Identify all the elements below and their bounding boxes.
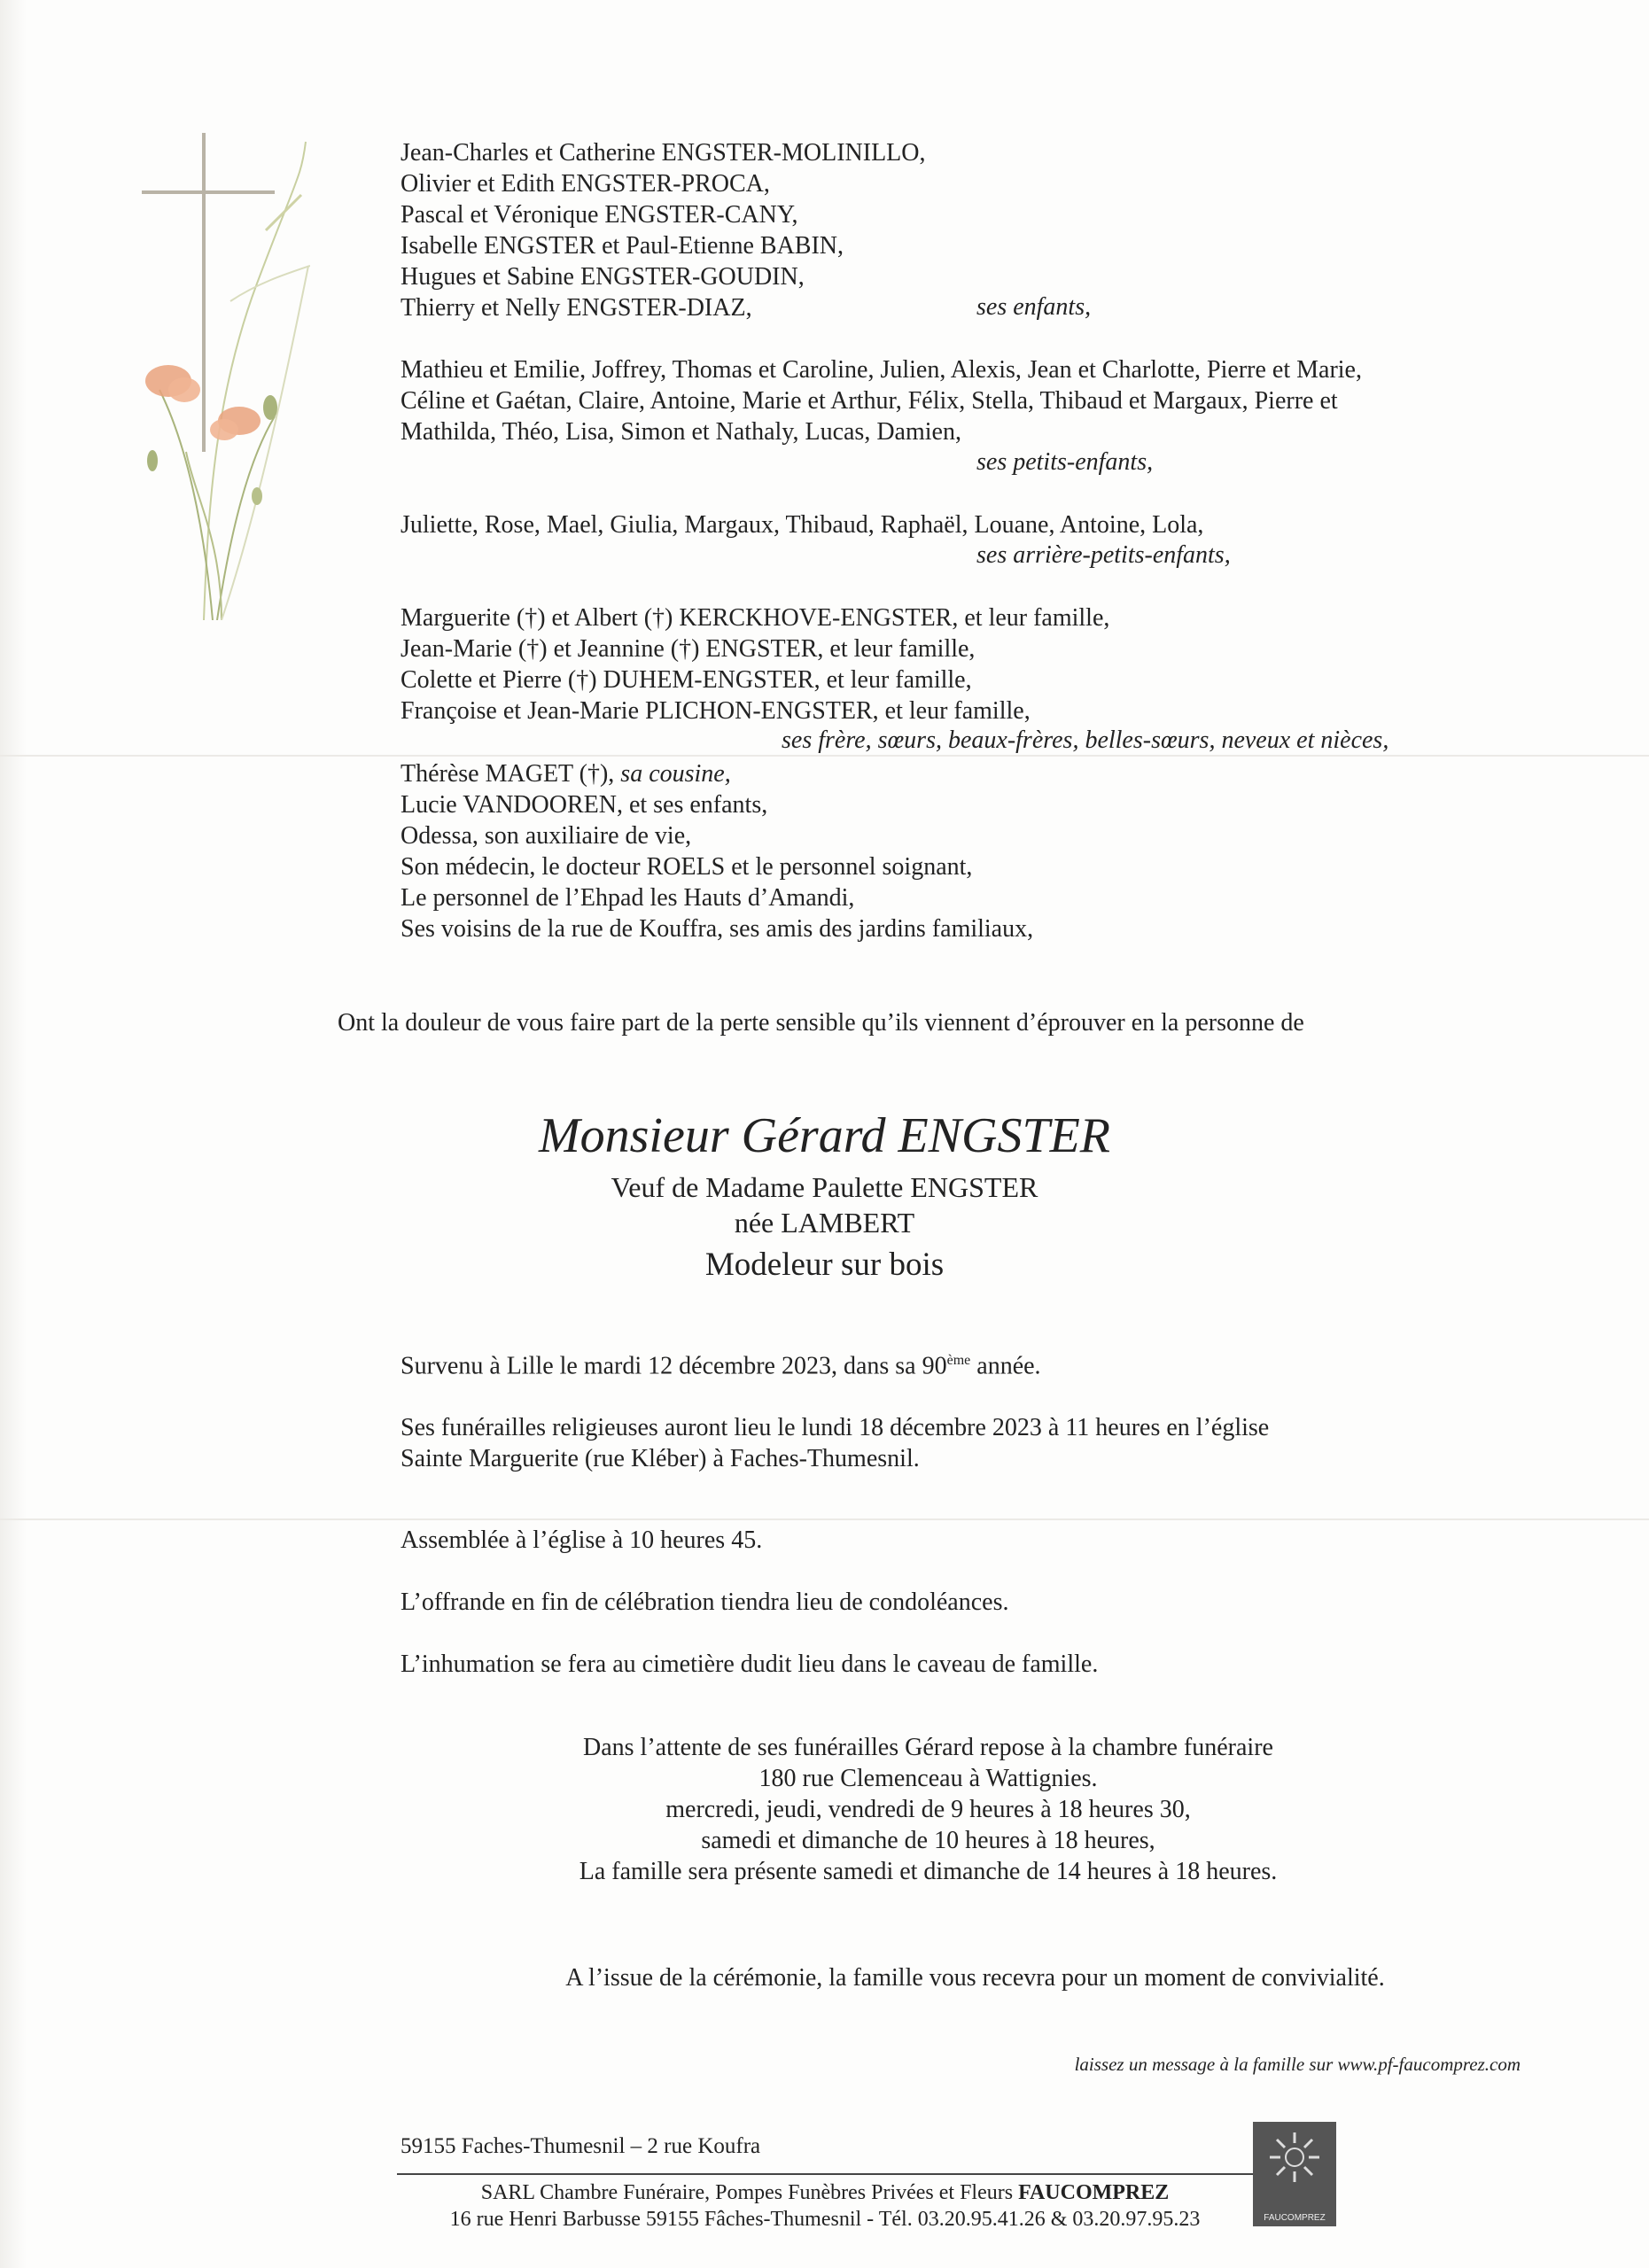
company-brand: FAUCOMPREZ [1018, 2181, 1170, 2204]
website-note: laissez un message à la famille sur www.pf-faucomprez.com [1074, 2054, 1521, 2075]
assembly-note: Assemblée à l’église à 10 heures 45. [401, 1526, 763, 1554]
relation-grandchildren: ses petits-enfants, [976, 448, 1154, 476]
viewing-line: La famille sera présente samedi et dimanche de 14 heures à 18 heures. [579, 1858, 1278, 1885]
burial-note: L’inhumation se fera au cimetière dudit lieu dans le caveau de famille. [401, 1651, 1099, 1678]
funeral-home-logo [1253, 2122, 1336, 2226]
family-line: Marguerite (†) et Albert (†) KERCKHOVE-ENGSTER, et leur famille, [401, 604, 1110, 632]
family-line: Isabelle ENGSTER et Paul-Etienne BABIN, [401, 232, 844, 260]
other-line: Odessa, son auxiliaire de vie, [401, 822, 692, 850]
footer-address: 59155 Faches-Thumesnil – 2 rue Koufra [401, 2134, 761, 2158]
other-line: Son médecin, le docteur ROELS et le personnel soignant, [401, 853, 973, 881]
grandchildren-list [401, 354, 1552, 447]
relation-great-grandchildren: ses arrière-petits-enfants, [976, 541, 1231, 569]
company-contact: 16 rue Henri Barbusse 59155 Fâches-Thumesnil - Tél. 03.20.95.41.26 & 03.20.97.95.23 [449, 2208, 1201, 2231]
family-line: Françoise et Jean-Marie PLICHON-ENGSTER, et leur famille, [401, 697, 1031, 725]
other-line: Le personnel de l’Ehpad les Hauts d’Amandi, [401, 884, 855, 912]
others-list [401, 758, 1552, 944]
family-line: Pascal et Véronique ENGSTER-CANY, [401, 201, 798, 229]
funeral-line: Ses funérailles religieuses auront lieu le lundi 18 décembre 2023 à 11 heures en l’église [401, 1414, 1270, 1441]
offering-note: L’offrande en fin de célébration tiendra lieu de condoléances. [401, 1588, 1009, 1616]
maiden-name-line: née LAMBERT [734, 1207, 915, 1239]
viewing-line: mercredi, jeudi, vendredi de 9 heures à 18 heures 30, [665, 1796, 1191, 1823]
scan-line [0, 1518, 1649, 1520]
company-prefix: SARL Chambre Funéraire, Pompes Funèbres Privées et Fleurs [480, 2181, 1019, 2204]
cousin-relation: sa cousine, [620, 760, 731, 788]
cousin-line [401, 758, 1552, 789]
funeral-details [401, 1412, 1269, 1474]
cross-and-poppies-illustration [133, 124, 310, 620]
reception-note: A l’issue de la cérémonie, la famille vous recevra pour un moment de convivialité. [565, 1964, 1385, 1992]
great-grandchildren-list [401, 509, 1552, 540]
siblings-list [401, 602, 1552, 726]
viewing-line: Dans l’attente de ses funérailles Gérard repose à la chambre funéraire [583, 1734, 1273, 1761]
other-line: Lucie VANDOOREN, et ses enfants, [401, 791, 768, 819]
family-line: Jean-Marie (†) et Jeannine (†) ENGSTER, et leur famille, [401, 635, 976, 663]
other-line: Ses voisins de la rue de Kouffra, ses amis des jardins familiaux, [401, 915, 1034, 943]
announcement: Ont la douleur de vous faire part de la perte sensible qu’ils viennent d’éprouver en la personne de [338, 1009, 1304, 1037]
company-line [397, 2179, 1253, 2206]
scan-line [0, 755, 1649, 757]
relation-siblings: ses frère, sœurs, beaux-frères, belles-sœurs, neveux et nièces, [782, 726, 1389, 754]
viewing-line: samedi et dimanche de 10 heures à 18 heures, [701, 1827, 1155, 1854]
profession: Modeleur sur bois [704, 1247, 945, 1283]
logo-caption: FAUCOMPREZ [1264, 2213, 1326, 2223]
family-line: Thierry et Nelly ENGSTER-DIAZ, [401, 294, 752, 322]
viewing-details [104, 1732, 1649, 1887]
family-line: Céline et Gaétan, Claire, Antoine, Marie et Arthur, Félix, Stella, Thibaud et Margaux, Pierre et [401, 387, 1338, 415]
family-line: Colette et Pierre (†) DUHEM-ENGSTER, et leur famille, [401, 666, 972, 694]
deceased-name: Monsieur Gérard ENGSTER [538, 1108, 1110, 1163]
family-line: Mathieu et Emilie, Joffrey, Thomas et Caroline, Julien, Alexis, Jean et Charlotte, Pierre et Marie, [401, 356, 1362, 384]
family-line: Juliette, Rose, Mael, Giulia, Margaux, Thibaud, Raphaël, Louane, Antoine, Lola, [401, 511, 1204, 539]
relation-children: ses enfants, [976, 293, 1092, 321]
widower-line: Veuf de Madame Paulette ENGSTER [611, 1171, 1038, 1203]
flower-emblem-icon [1253, 2122, 1336, 2202]
footer-divider [397, 2173, 1253, 2175]
death-text-end: année. [970, 1352, 1041, 1380]
family-line: Hugues et Sabine ENGSTER-GOUDIN, [401, 263, 805, 291]
death-superscript: ème [946, 1353, 971, 1368]
family-line: Olivier et Edith ENGSTER-PROCA, [401, 170, 770, 198]
family-line: Jean-Charles et Catherine ENGSTER-MOLINILLO, [401, 139, 926, 167]
viewing-line: 180 rue Clemenceau à Wattignies. [758, 1765, 1098, 1792]
cousin-name: Thérèse MAGET (†), [401, 760, 621, 788]
death-notice [401, 1345, 1041, 1381]
family-line: Mathilda, Théo, Lisa, Simon et Nathaly, Lucas, Damien, [401, 418, 961, 446]
funeral-line: Sainte Marguerite (rue Kléber) à Faches-Thumesnil. [401, 1445, 920, 1472]
death-text: Survenu à Lille le mardi 12 décembre 2023, dans sa 90 [401, 1352, 947, 1380]
